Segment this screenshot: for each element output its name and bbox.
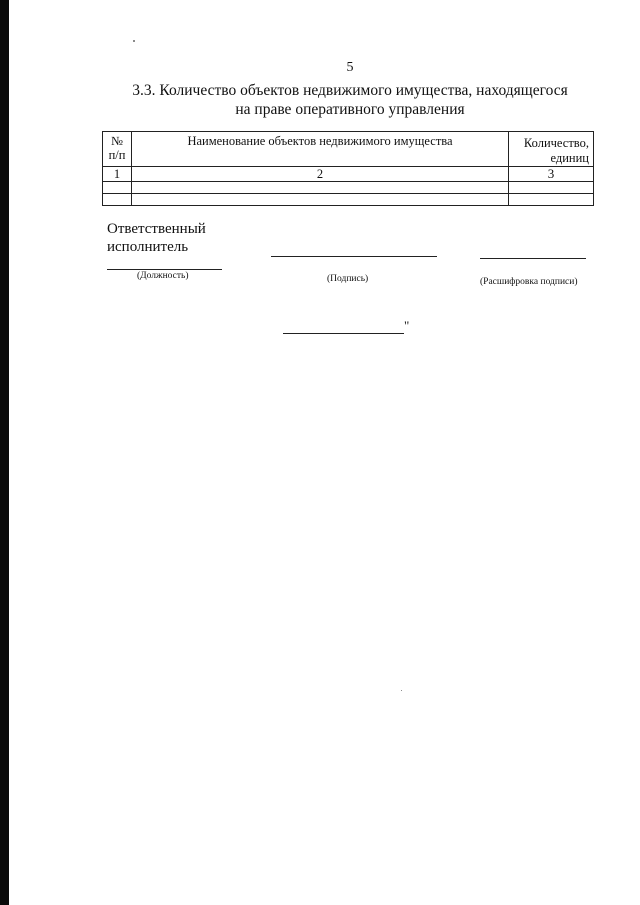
page-number: 5 bbox=[346, 60, 354, 75]
scan-left-border bbox=[0, 0, 9, 905]
table-row bbox=[103, 194, 594, 206]
table-cell-name[interactable] bbox=[132, 194, 509, 206]
signature-caption: (Подпись) bbox=[327, 274, 369, 284]
header-number-line2: п/п bbox=[108, 148, 126, 162]
scan-speck bbox=[401, 690, 402, 691]
header-quantity-line2: единиц bbox=[550, 151, 589, 165]
header-quantity bbox=[509, 132, 594, 167]
section-heading-line1: 3.3. Количество объектов недвижимого имущества, находящегося bbox=[132, 82, 568, 99]
index-cell-name: 2 bbox=[132, 167, 509, 182]
header-object-name: Наименование объектов недвижимого имущества bbox=[132, 132, 509, 167]
position-caption: (Должность) bbox=[137, 271, 189, 281]
signature-decryption-caption: (Расшифровка подписи) bbox=[480, 277, 578, 287]
table-cell-number[interactable] bbox=[103, 182, 132, 194]
table-cell-number[interactable] bbox=[103, 194, 132, 206]
date-quote-mark: " bbox=[404, 318, 410, 333]
responsible-line2: исполнитель bbox=[107, 239, 189, 255]
header-quantity-line1: Количество, bbox=[523, 136, 589, 150]
index-cell-quantity: 3 bbox=[509, 167, 594, 182]
table-cell-name[interactable] bbox=[132, 182, 509, 194]
responsible-line1: Ответственный bbox=[107, 221, 206, 237]
responsible-executor-label bbox=[107, 220, 206, 256]
header-number bbox=[103, 132, 132, 167]
position-line[interactable] bbox=[107, 269, 222, 270]
table-header-row bbox=[103, 132, 594, 167]
signature-line[interactable] bbox=[271, 256, 437, 257]
signature-decryption-line[interactable] bbox=[480, 258, 586, 259]
table-cell-quantity[interactable] bbox=[509, 194, 594, 206]
section-heading bbox=[0, 81, 640, 119]
header-number-line1: № bbox=[111, 134, 123, 148]
real-estate-objects-table bbox=[102, 131, 594, 206]
table-index-row bbox=[103, 167, 594, 182]
scan-speck bbox=[133, 40, 135, 42]
index-cell-number: 1 bbox=[103, 167, 132, 182]
section-heading-line2: на праве оперативного управления bbox=[235, 101, 465, 118]
date-line[interactable] bbox=[283, 333, 404, 334]
table-cell-quantity[interactable] bbox=[509, 182, 594, 194]
table-row bbox=[103, 182, 594, 194]
